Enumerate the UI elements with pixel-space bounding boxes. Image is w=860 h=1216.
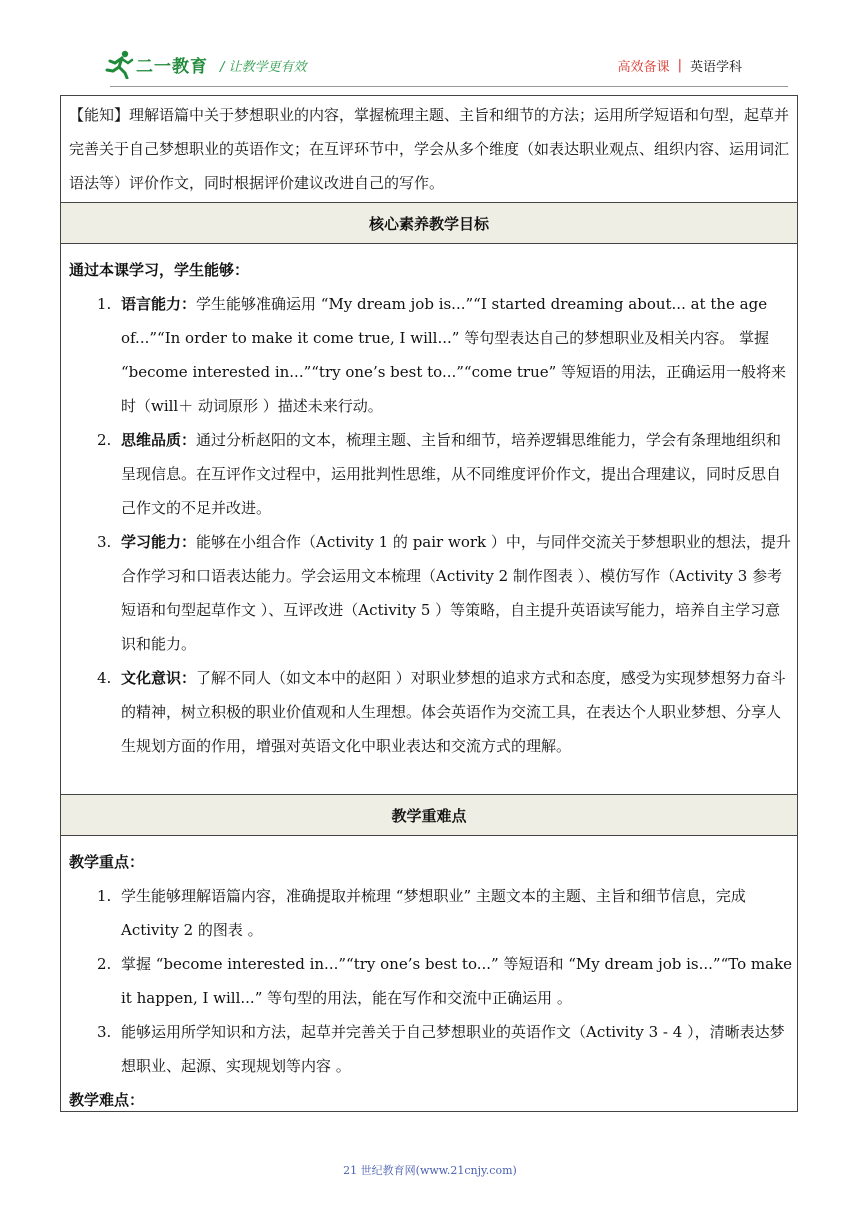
goal-label: 思维品质： <box>121 431 197 449</box>
key-point-text: 学生能够理解语篇内容，准确提取并梳理 “梦想职业” 主题文本的主题、主旨和细节信息，完成 Activity 2 的图表 。 <box>121 887 746 939</box>
keys-header-band <box>61 795 797 835</box>
goal-number: 1. <box>97 295 112 313</box>
header-subject <box>618 56 742 75</box>
header-separator: | <box>677 58 682 73</box>
intro-paragraph <box>69 98 791 200</box>
goal-item-culture <box>97 661 793 797</box>
key-point-text: 能够运用所学知识和方法，起草并完善关于自己梦想职业的英语作文（Activity 3 - 4 ），清晰表达梦想职业、起源、实现规划等内容 。 <box>121 1023 785 1075</box>
goal-text: 能够在小组合作（Activity 1 的 pair work ）中，与同伴交流关于梦想职业的想法，提升合作学习和口语表达能力。学会运用文本梳理（Activity 2 制作图表 ）、模仿写作（Activity 3 参考短语和句型起草作文 ）、互评改进（Activity 5 ）等策略，自主提升英语读写能力，培养自主学习意识和能力。 <box>121 533 791 653</box>
lesson-table <box>60 95 798 1112</box>
header-divider <box>110 86 788 87</box>
key-point-number: 1. <box>97 887 112 905</box>
goal-item-language <box>97 287 793 423</box>
brand-logo <box>104 48 208 80</box>
page-footer: 21 世纪教育网(www.21cnjy.com) <box>343 1164 517 1177</box>
page-header <box>60 44 800 88</box>
goals-lead: 通过本课学习，学生能够： <box>69 261 250 279</box>
difficulty-label: 教学难点： <box>69 1091 145 1109</box>
goals-header-band <box>61 203 797 243</box>
key-point-number: 2. <box>97 955 112 973</box>
keys-section-title: 教学重难点 <box>391 807 467 825</box>
goal-label: 语言能力： <box>121 295 197 313</box>
goal-number: 4. <box>97 669 112 687</box>
goal-label: 学习能力： <box>121 533 197 551</box>
row-divider <box>61 835 797 836</box>
goal-number: 3. <box>97 533 112 551</box>
runner-icon <box>104 49 134 79</box>
goal-label: 文化意识： <box>121 669 197 687</box>
row-divider <box>61 243 797 244</box>
key-point-item <box>97 879 793 947</box>
header-slogan: / 让教学更有效 <box>220 60 307 75</box>
header-subject-label: 英语学科 <box>689 60 742 75</box>
key-point-item <box>97 1015 793 1083</box>
goal-item-learning <box>97 525 793 661</box>
goals-section-title: 核心素养教学目标 <box>368 215 489 233</box>
goal-text: 通过分析赵阳的文本，梳理主题、主旨和细节，培养逻辑思维能力，学会有条理地组织和呈现信息。在互评作文过程中，运用批判性思维，从不同维度评价作文，提出合理建议，同时反思自己作文的不足并改进。 <box>121 431 782 517</box>
key-point-text: 掌握 “become interested in...”“try one’s best to...” 等短语和 “My dream job is...”“To make it happen, I will...” 等句型的用法，能在写作和交流中正确运用 。 <box>121 955 793 1007</box>
intro-label: 【能知】 <box>69 106 130 124</box>
header-prep-label: 高效备课 <box>617 60 670 75</box>
intro-text: 理解语篇中关于梦想职业的内容，掌握梳理主题、主旨和细节的方法；运用所学短语和句型，起草并完善关于自己梦想职业的英语作文；在互评环节中，学会从多个维度（如表达职业观点、组织内容、运用词汇语法等）评价作文，同时根据评价建议改进自己的写作。 <box>69 106 790 192</box>
key-points-label: 教学重点： <box>69 853 145 871</box>
goal-item-thinking <box>97 423 793 525</box>
logo-text: 二一教育 <box>136 56 208 77</box>
goal-number: 2. <box>97 431 112 449</box>
key-point-number: 3. <box>97 1023 112 1041</box>
key-point-item <box>97 947 793 1015</box>
goal-text: 了解不同人（如文本中的赵阳 ）对职业梦想的追求方式和态度，感受为实现梦想努力奋斗的精神，树立积极的职业价值观和人生理想。体会英语作为交流工具，在表达个人职业梦想、分享人生规划方面的作用，增强对英语文化中职业表达和交流方式的理解。 <box>121 669 786 755</box>
goal-text: 学生能够准确运用 “My dream job is...”“I started dreaming about... at the age of...”“In order to make it come true, I will...” 等句型表达自己的梦想职业及相关内容。 掌握 “become interested in...”“try one’s best to...”“come true” 等短语的用法，正确运用一般将来时（will＋ 动词原形 ）描述未来行动。 <box>121 295 787 415</box>
